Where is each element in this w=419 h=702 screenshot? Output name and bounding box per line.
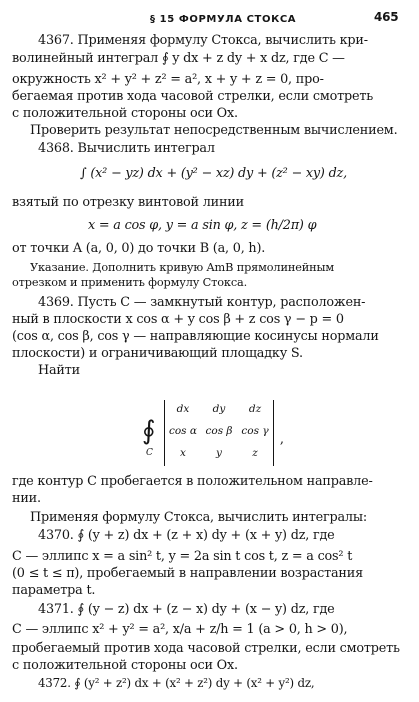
text-line: где контур C пробегается в положительном направле- [12,474,373,489]
matrix-cell: y [216,447,222,459]
text-line: 4367. Применяя формулу Стокса, вычислить кри- [38,33,368,48]
text-line: взятый по отрезку винтовой линии [12,195,244,210]
problem-number: 4368. [38,141,74,156]
text-line: волинейный интеграл ∮ y dx + z dy + x dz, где C — [12,51,345,66]
text-line: пробегаемый против хода часовой стрелки, если смотреть [12,641,400,656]
text-line: Применяя формулу Стокса, вычислить интегралы: [30,510,367,525]
text-line: 4371. ∮ (y − z) dx + (z − x) dy + (x − y) dz, где [38,602,335,617]
problem-number: 4370. [38,528,74,543]
text-line: Проверить результат непосредственным вычислением. [30,123,398,138]
matrix-cell: cos β [205,425,233,437]
text-line: 4368. Вычислить интеграл [38,141,215,156]
text-line: 4372. ∮ (y² + z²) dx + (x² + z²) dy + (x² + y²) dz, [38,676,315,690]
determinant-formula [142,400,284,466]
page-number: 465 [374,10,399,24]
text-line: окружность x² + y² + z² = a², x + y + z = 0, про- [12,72,324,87]
text-line: с положительной стороны оси Ox. [12,658,238,673]
matrix-cell: dy [212,403,226,415]
hint-line: Указание. Дополнить кривую AmB прямолинейным [30,261,334,274]
text-line: 4369. Пусть C — замкнутый контур, расположен- [38,295,366,310]
running-header: § 15 ФОРМУЛА СТОКСА [150,14,297,25]
formula-comma: , [279,432,284,447]
text-line: 4370. ∮ (y + z) dx + (z + x) dy + (x + y) dz, где [38,528,335,543]
matrix-cell: z [252,447,258,459]
contour-integral-sign: ∮ [142,416,156,446]
matrix-cell: cos γ [241,425,269,437]
text-line: C — эллипс x² + y² = a², x/a + z/h = 1 (a > 0, h > 0), [12,622,348,637]
contour-label: C [146,448,153,458]
matrix-cell: dz [248,403,262,415]
hint-line: отрезком и применить формулу Стокса. [12,276,248,289]
text-line: от точки A (a, 0, 0) до точки B (a, 0, h). [12,241,266,256]
matrix-cell: cos α [168,425,198,437]
problem-number: 4371. [38,602,74,617]
determinant-bar-left [164,400,165,466]
problem-number: 4369. [38,295,74,310]
text-line: бегаемая против хода часовой стрелки, если смотреть [12,89,373,104]
display-formula: ∫ (x² − yz) dx + (y² − xz) dy + (z² − xy) dz, [80,166,347,181]
text-line: нии. [12,491,41,506]
text-line: с положительной стороны оси Ox. [12,106,238,121]
matrix-cell: dx [176,403,190,415]
text-line: (cos α, cos β, cos γ — направляющие косинусы нормали [12,329,379,344]
display-formula: x = a cos φ, y = a sin φ, z = (h/2π) φ [88,218,317,233]
matrix-cell: x [180,447,186,459]
determinant-bar-right [273,400,274,466]
text-line: Найти [38,363,80,378]
problem-number: 4367. [38,33,74,48]
text-line: ный в плоскости x cos α + y cos β + z cos γ − p = 0 [12,312,344,327]
text-line: C — эллипс x = a sin² t, y = 2a sin t cos t, z = a cos² t [12,549,353,564]
problem-number: 4372. [38,676,71,690]
text-line: параметра t. [12,583,96,598]
text-line: плоскости) и ограничивающий площадку S. [12,346,303,361]
text-line: (0 ≤ t ≤ π), пробегаемый в направлении возрастания [12,566,363,581]
